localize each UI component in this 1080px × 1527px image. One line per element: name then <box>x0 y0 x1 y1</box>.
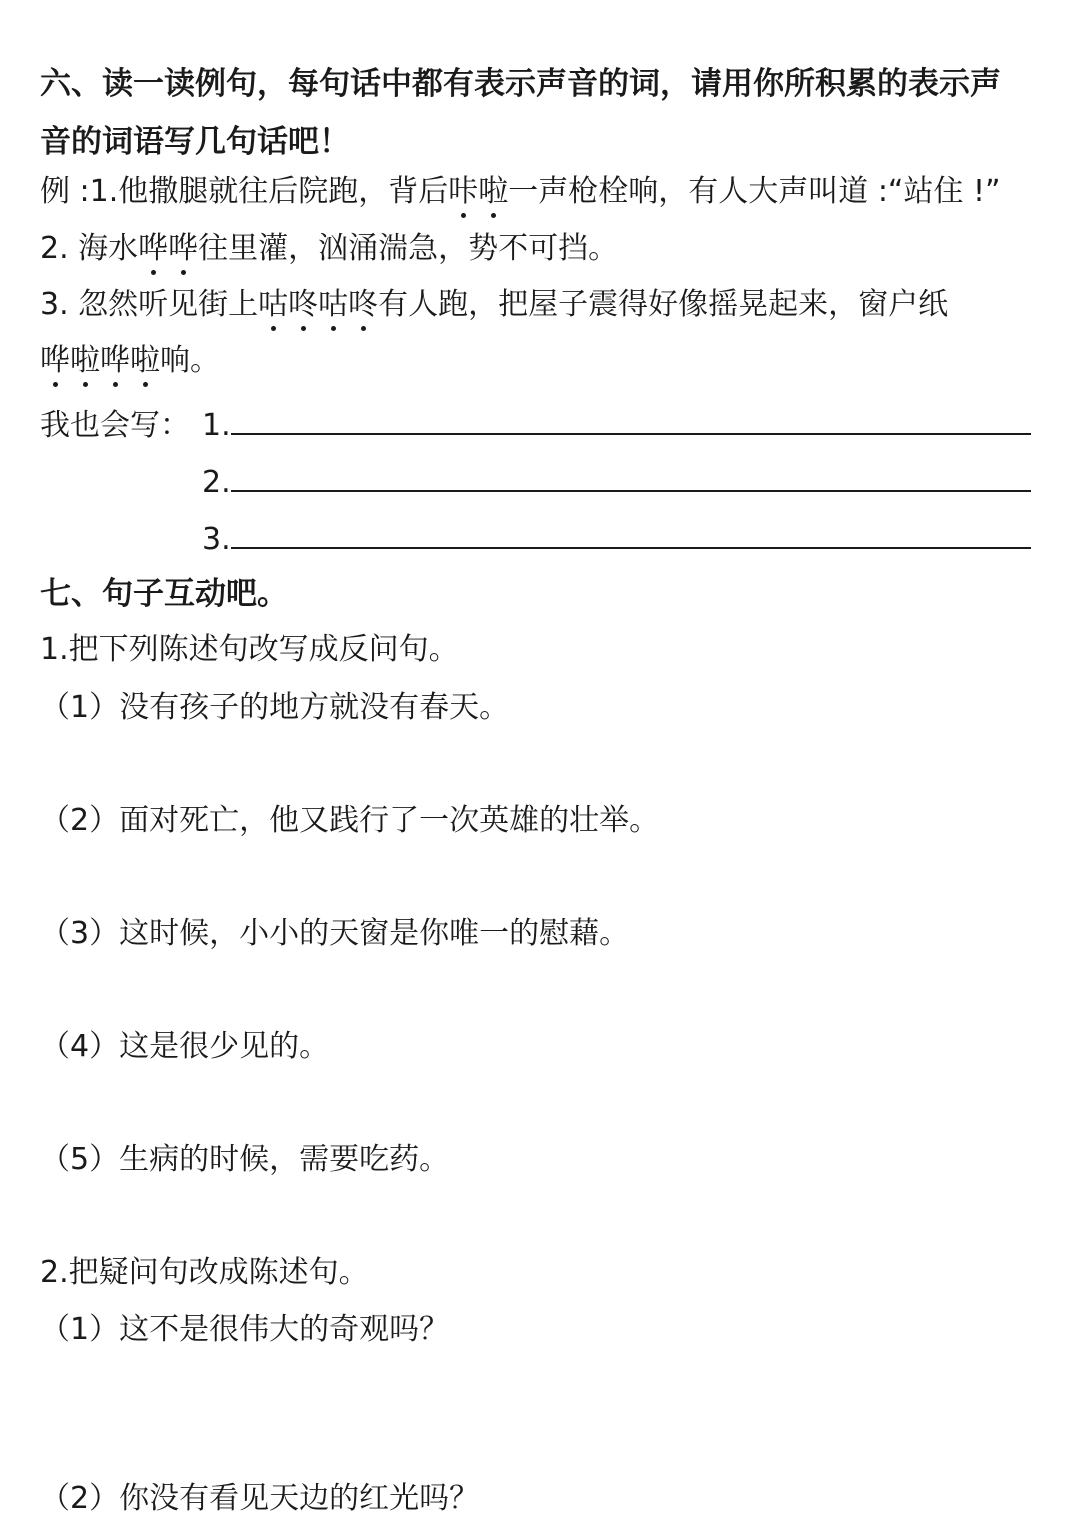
sound-word-char: 咚 <box>348 285 378 325</box>
q1-item-4: （4）这是很少见的。 <box>40 1029 330 1064</box>
write-line-2: 2. <box>40 462 1031 503</box>
q1-item-1: （1）没有孩子的地方就没有春天。 <box>40 690 510 725</box>
sound-word-char: 咚 <box>288 285 318 325</box>
section6-title-line1: 六、读一读例句，每句话中都有表示声音的词，请用你所积累的表示声 <box>40 66 1001 102</box>
section6-title-line2: 音的词语写几句话吧！ <box>40 124 350 160</box>
q1-item-3: （3）这时候，小小的天窗是你唯一的慰藉。 <box>40 916 630 951</box>
q1-title: 1.把下列陈述句改写成反问句。 <box>40 632 459 667</box>
write-label: 我也会写： <box>40 408 190 443</box>
q2-item-2: （2）你没有看见天边的红光吗？ <box>40 1481 480 1516</box>
example-sentence-2: 2. 海水哗哗往里灌，汹涌湍急，势不可挡。 <box>40 229 618 269</box>
write-line-1: 我也会写： 1. <box>40 405 1031 446</box>
sound-word-char: 哗 <box>138 229 168 269</box>
answer-blank[interactable] <box>231 462 1031 492</box>
section7-title: 七、句子互动吧。 <box>40 576 288 612</box>
example-sentence-3: 3. 忽然听见街上咕咚咕咚有人跑，把屋子震得好像摇晃起来，窗户纸 <box>40 285 948 325</box>
sound-word-char: 咕 <box>318 285 348 325</box>
sound-word-char: 咔 <box>448 172 478 212</box>
example-sentence-3-cont: 哗啦哗啦响。 <box>40 341 220 381</box>
sound-word-char: 咕 <box>258 285 288 325</box>
q1-item-5: （5）生病的时候，需要吃药。 <box>40 1142 450 1177</box>
sound-word-char: 啦 <box>478 172 508 212</box>
sound-word-char: 啦 <box>130 341 160 381</box>
sound-word-char: 哗 <box>168 229 198 269</box>
write-line-3: 3. <box>40 519 1031 560</box>
answer-blank[interactable] <box>231 519 1031 549</box>
q2-item-1: （1）这不是很伟大的奇观吗？ <box>40 1312 450 1347</box>
answer-blank[interactable] <box>231 405 1031 435</box>
sound-word-char: 啦 <box>70 341 100 381</box>
sound-word-char: 哗 <box>40 341 70 381</box>
sound-word-char: 哗 <box>100 341 130 381</box>
q2-title: 2.把疑问句改成陈述句。 <box>40 1255 369 1290</box>
q1-item-2: （2）面对死亡，他又践行了一次英雄的壮举。 <box>40 803 660 838</box>
example-sentence-1: 例 :1.他撒腿就往后院跑，背后咔啦一声枪栓响，有人大声叫道 :“站住 !” <box>40 172 1001 212</box>
